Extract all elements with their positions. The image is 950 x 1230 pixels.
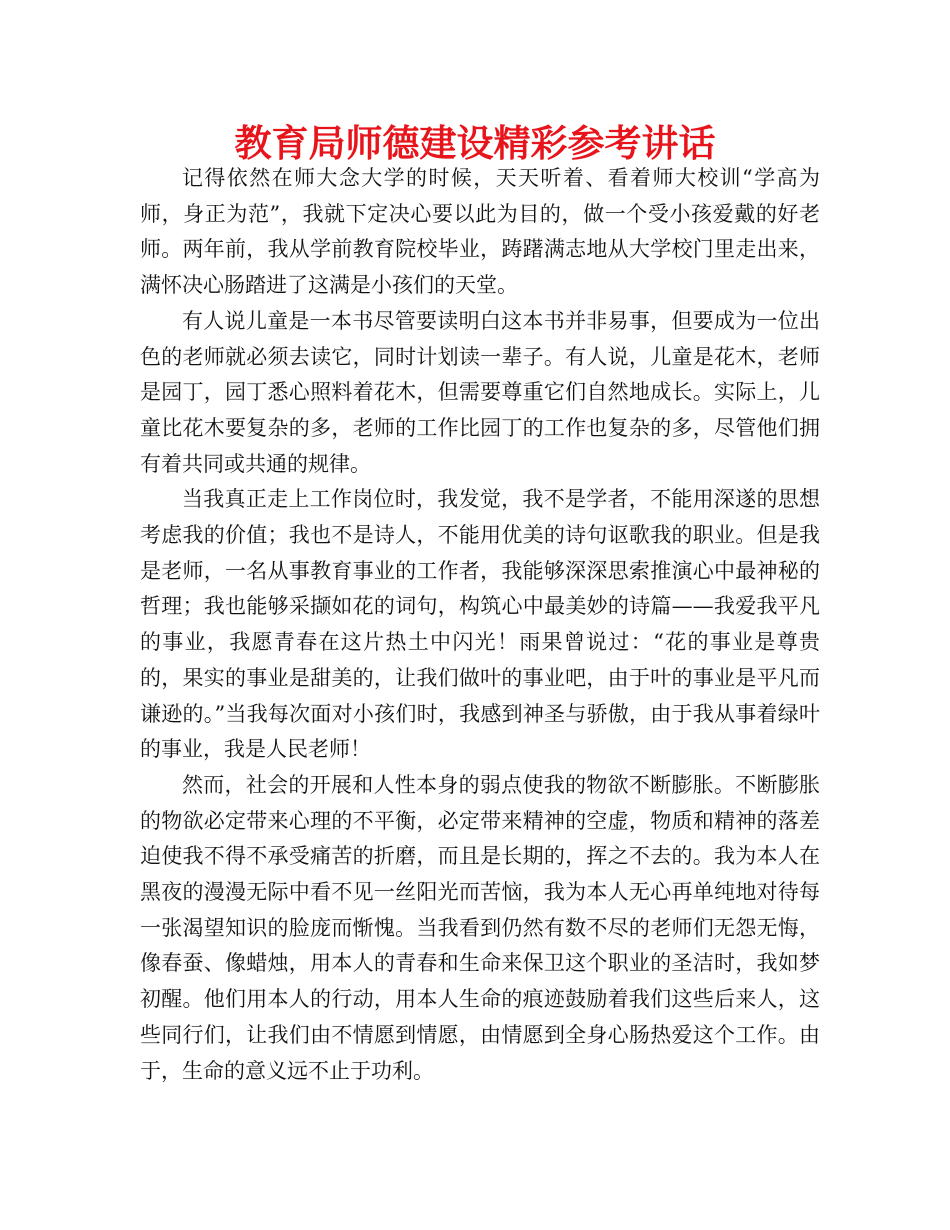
paragraph-2: 有人说儿童是一本书尽管要读明白这本书并非易事，但要成为一位出色的老师就必须去读它，同时计划读一辈子。有人说，儿童是花木，老师是园丁，园丁悉心照料着花木，但需要尊重它们自然地成长。实际上，儿童比花木要复杂的多，老师的工作比园丁的工作也复杂的多，尽管他们拥有着共同或共通的规律。 xyxy=(140,308,820,476)
paragraph-1: 记得依然在师大念大学的时候，天天听着、看着师大校训“学高为师，身正为范”，我就下定决心要以此为目的，做一个受小孩爱戴的好老师。两年前，我从学前教育院校毕业，踌躇满志地从大学校门里走出来，满怀决心肠踏进了这满是小孩们的天堂。 xyxy=(140,166,820,298)
document-title: 教育局师德建设精彩参考讲话 xyxy=(234,122,716,165)
document-body xyxy=(140,161,820,1089)
paragraph-3: 当我真正走上工作岗位时，我发觉，我不是学者，不能用深遂的思想考虑我的价值；我也不是诗人，不能用优美的诗句讴歌我的职业。但是我是老师，一名从事教育事业的工作者，我能够深深思索推演心中最神秘的哲理；我也能够采撷如花的词句，构筑心中最美妙的诗篇——我爱我平凡的事业，我愿青春在这片热土中闪光！雨果曾说过：“花的事业是尊贵的，果实的事业是甜美的，让我们做叶的事业吧，由于叶的事业是平凡而谦逊的。”当我每次面对小孩们时，我感到神圣与骄傲，由于我从事着绿叶的事业，我是人民老师！ xyxy=(140,487,820,762)
paragraph-4: 然而，社会的开展和人性本身的弱点使我的物欲不断膨胀。不断膨胀的物欲必定带来心理的不平衡，必定带来精神的空虚，物质和精神的落差迫使我不得不承受痛苦的折磨，而且是长期的，挥之不去的。我为本人在黑夜的漫漫无际中看不见一丝阳光而苦恼，我为本人无心再单纯地对待每一张渴望知识的脸庞而惭愧。当我看到仍然有数不尽的老师们无怨无悔，像春蚕、像蜡烛，用本人的青春和生命来保卫这个职业的圣洁时，我如梦初醒。他们用本人的行动，用本人生命的痕迹鼓励着我们这些后来人，这些同行们，让我们由不情愿到情愿，由情愿到全身心肠热爱这个工作。由于，生命的意义远不止于功利。 xyxy=(140,772,820,1083)
